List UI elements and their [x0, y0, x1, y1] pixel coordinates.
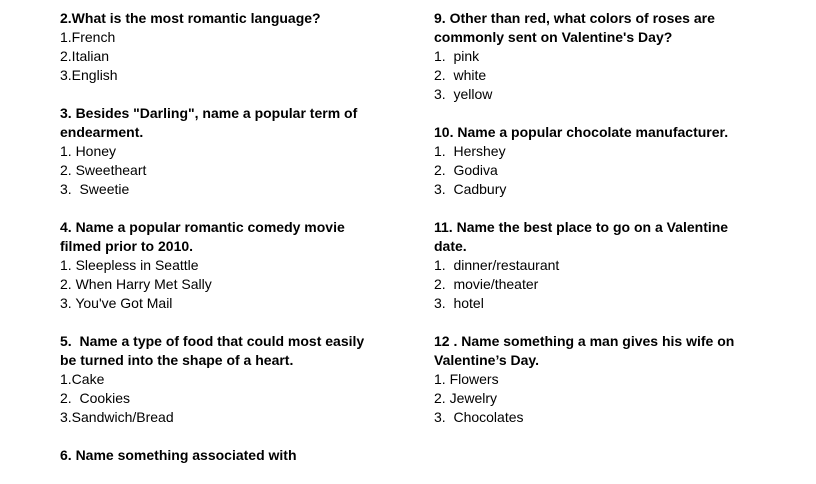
answer-item: 2. Sweetheart: [60, 162, 147, 178]
question-text: [434, 123, 794, 142]
answer-item: 1. Flowers: [434, 371, 499, 387]
question-line: 6. Name something associated with: [60, 447, 297, 463]
question-line: be turned into the shape of a heart.: [60, 352, 294, 368]
right-column: [434, 9, 794, 446]
question-text: [60, 218, 410, 256]
question-block: [434, 123, 794, 199]
answer-item: 3. yellow: [434, 86, 493, 102]
answer-item: 2. Godiva: [434, 162, 498, 178]
question-block: [434, 218, 794, 313]
question-text: [434, 218, 794, 256]
question-text: [60, 104, 410, 142]
answer-item: 1. pink: [434, 48, 480, 64]
question-line: 10. Name a popular chocolate manufacturer.: [434, 124, 729, 140]
question-block: [434, 9, 794, 104]
answer-item: 1.French: [60, 29, 116, 45]
answer-item: 3. Chocolates: [434, 409, 524, 425]
answer-list: [434, 256, 794, 313]
question-text: [60, 446, 410, 465]
question-line: 3. Besides "Darling", name a popular term of: [60, 105, 358, 121]
question-line: 5. Name a type of food that could most easily: [60, 333, 365, 349]
answer-item: 2. white: [434, 67, 487, 83]
question-block: [60, 104, 410, 199]
answer-item: 3. Sweetie: [60, 181, 130, 197]
answer-item: 1. Sleepless in Seattle: [60, 257, 199, 273]
question-line: endearment.: [60, 124, 144, 140]
question-text: [60, 332, 410, 370]
question-line: 2.What is the most romantic language?: [60, 10, 321, 26]
answer-list: [60, 142, 410, 199]
answer-item: 1.Cake: [60, 371, 105, 387]
answer-item: 1. Honey: [60, 143, 117, 159]
answer-item: 2. movie/theater: [434, 276, 539, 292]
answer-list: [434, 47, 794, 104]
question-text: [434, 332, 794, 370]
question-line: date.: [434, 238, 467, 254]
question-text: [434, 9, 794, 47]
answer-list: [434, 370, 794, 427]
question-line: 11. Name the best place to go on a Valentine: [434, 219, 729, 235]
question-line: filmed prior to 2010.: [60, 238, 194, 254]
answer-list: [60, 370, 410, 427]
question-line: 9. Other than red, what colors of roses are: [434, 10, 715, 26]
answer-item: 3.Sandwich/Bread: [60, 409, 174, 425]
answer-item: 2. Cookies: [60, 390, 131, 406]
answer-list: [434, 142, 794, 199]
answer-item: 2.Italian: [60, 48, 110, 64]
answer-list: [60, 256, 410, 313]
question-line: 12 . Name something a man gives his wife on: [434, 333, 735, 349]
question-line: Valentine’s Day.: [434, 352, 540, 368]
answer-list: [60, 28, 410, 85]
answer-item: 1. Hershey: [434, 143, 506, 159]
question-block: [60, 332, 410, 427]
answer-item: 3.English: [60, 67, 118, 83]
answer-item: 3. You've Got Mail: [60, 295, 173, 311]
left-column: [60, 9, 410, 484]
answer-item: 2. When Harry Met Sally: [60, 276, 212, 292]
question-text: [60, 9, 410, 28]
answer-item: 3. Cadbury: [434, 181, 507, 197]
question-block: [434, 332, 794, 427]
question-block: [60, 446, 410, 465]
answer-item: 3. hotel: [434, 295, 484, 311]
answer-item: 2. Jewelry: [434, 390, 498, 406]
question-line: commonly sent on Valentine's Day?: [434, 29, 673, 45]
question-block: [60, 9, 410, 85]
question-block: [60, 218, 410, 313]
question-line: 4. Name a popular romantic comedy movie: [60, 219, 345, 235]
answer-item: 1. dinner/restaurant: [434, 257, 560, 273]
